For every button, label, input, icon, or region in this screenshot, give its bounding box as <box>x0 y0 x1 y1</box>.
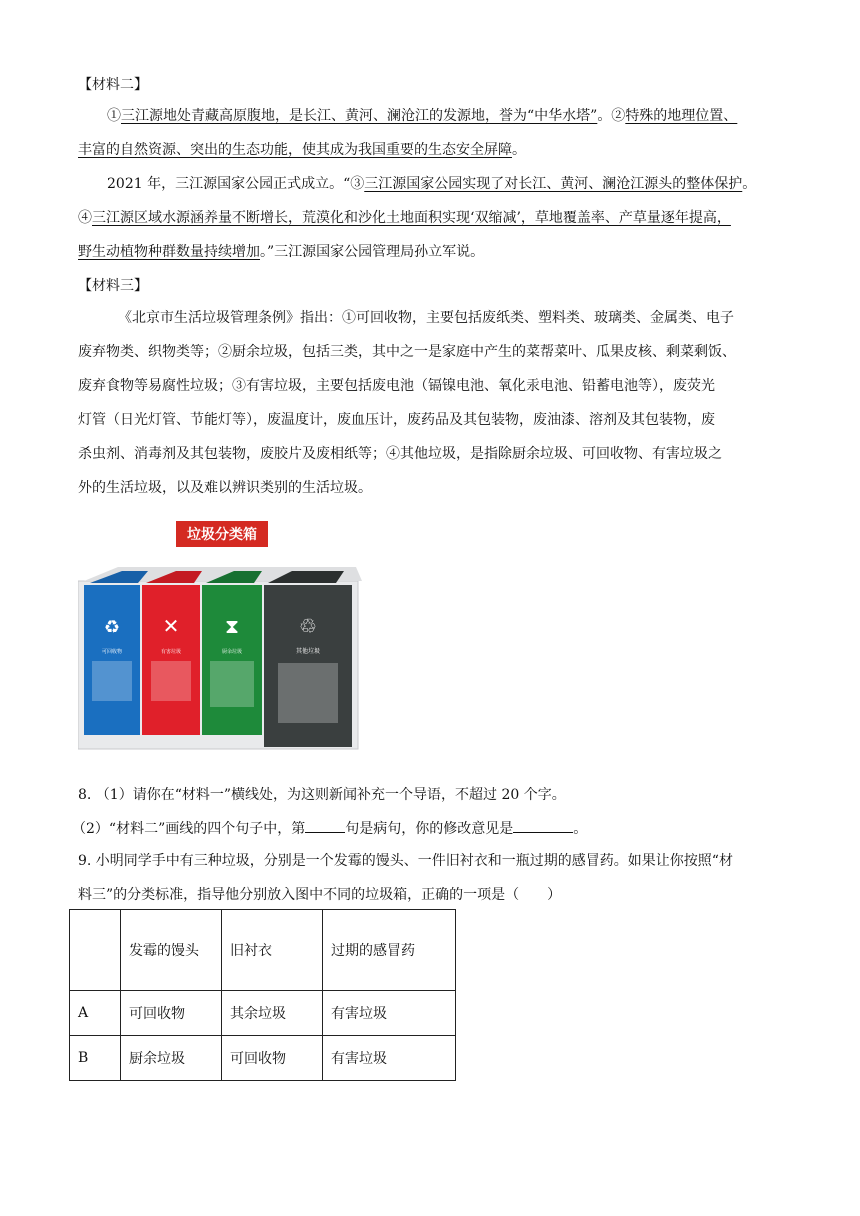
other-waste-icon: ♲ <box>299 614 317 638</box>
material3-line-3: 废弃食物等易腐性垃圾；③有害垃圾，主要包括废电池（镉镍电池、氧化汞电池、铅蓄电池等），废荧光 <box>78 378 715 394</box>
hourglass-icon: ⧗ <box>224 614 240 638</box>
bin-hazardous <box>142 585 200 735</box>
bin-pictograms-3 <box>210 661 254 707</box>
paragraph-text: 2021 年，三江源国家公园正式成立。“③ <box>107 176 365 192</box>
punctuation: 。 <box>512 142 526 158</box>
material3-line-2: 废弃物类、织物类等；②厨余垃圾，包括三类，其中之一是家庭中产生的菜帮菜叶、瓜果皮核、剩菜剩饭、 <box>78 344 736 360</box>
material2-line-3 <box>107 174 756 194</box>
table-cell: 可回收物 <box>121 991 222 1036</box>
table-row[interactable] <box>70 991 456 1036</box>
bin-label-1: 可回收物 <box>101 649 123 655</box>
material3-line-4: 灯管（日光灯管、节能灯等），废温度计，废血压计，废药品及其包装物，废油漆、溶剂及其包装物，废 <box>78 412 715 428</box>
answer-blank-revision[interactable] <box>513 818 573 833</box>
options-table <box>69 909 456 1081</box>
material2-heading: 【材料二】 <box>78 77 148 93</box>
banner-title: 垃圾分类箱 <box>187 527 257 543</box>
question-9-line-2: 料三”的分类标准，指导他分别放入图中不同的垃圾箱，正确的一项是（ ） <box>78 887 562 903</box>
table-cell: 可回收物 <box>222 1036 323 1081</box>
option-label: B <box>70 1036 121 1081</box>
option-label: A <box>70 991 121 1036</box>
hazard-x-icon: ✕ <box>162 614 180 638</box>
underlined-sentence-2b: 丰富的自然资源、突出的生态功能，使其成为我国重要的生态安全屏障 <box>78 142 512 158</box>
bin-label-3: 厨余垃圾 <box>221 649 243 655</box>
answer-blank-sentence[interactable] <box>305 818 345 833</box>
material2-line-1 <box>107 106 737 126</box>
material3-line-5: 杀虫剂、消毒剂及其包装物，废胶片及废相纸等；④其他垃圾，是指除厨余垃圾、可回收物、有害垃圾之 <box>78 446 722 462</box>
material3-line-1: 《北京市生活垃圾管理条例》指出：①可回收物，主要包括废纸类、塑料类、玻璃类、金属类、电子 <box>118 310 734 326</box>
sorting-bins-figure <box>78 515 368 765</box>
question-9-line-1: 9. 小明同学手中有三种垃圾，分别是一个发霉的馒头、一件旧衬衣和一瓶过期的感冒药。如果让你按照“材 <box>78 853 733 869</box>
table-cell: 有害垃圾 <box>323 1036 456 1081</box>
underlined-sentence-4b: 野生动植物种群数量持续增加 <box>78 244 260 260</box>
bin-pictograms-4 <box>278 663 338 723</box>
table-cell: 旧衬衣 <box>222 910 323 991</box>
material3-line-6: 外的生活垃圾，以及难以辨识类别的生活垃圾。 <box>78 480 372 496</box>
bin-pictograms-2 <box>151 661 191 701</box>
underlined-sentence-2a: 特殊的地理位置、 <box>625 108 738 124</box>
question-8-line-2 <box>72 818 587 839</box>
question-text: 句是病句，你的修改意见是 <box>345 821 514 837</box>
table-cell: 厨余垃圾 <box>121 1036 222 1081</box>
underlined-sentence-1: 三江源地处青藏高原腹地，是长江、黄河、澜沧江的发源地，誉为“中华水塔” <box>121 108 598 124</box>
question-text: （2）“材料二”画线的四个句子中，第 <box>72 821 306 837</box>
material2-line-5 <box>78 242 484 262</box>
underlined-sentence-4a: 三江源区域水源涵养量不断增长，荒漠化和沙化土地面积实现‘双缩减’，草地覆盖率、产草量逐年提高， <box>92 210 731 226</box>
material3-heading: 【材料三】 <box>78 278 148 294</box>
table-cell: 发霉的馒头 <box>121 910 222 991</box>
underlined-sentence-3: 三江源国家公园实现了对长江、黄河、澜沧江源头的整体保护 <box>364 176 743 192</box>
table-row[interactable] <box>70 1036 456 1081</box>
material2-line-4 <box>78 208 731 228</box>
table-cell: 有害垃圾 <box>323 991 456 1036</box>
punctuation: 。 <box>573 821 588 837</box>
table-cell: 过期的感冒药 <box>323 910 456 991</box>
sentence-number: 。② <box>597 108 626 124</box>
table-header-row <box>70 910 456 991</box>
bin-pictograms-1 <box>92 661 132 701</box>
recycle-icon: ♻ <box>103 617 121 638</box>
bin-label-2: 有害垃圾 <box>160 649 182 655</box>
material2-line-2 <box>78 140 526 160</box>
table-cell <box>70 910 121 991</box>
sentence-number: ④ <box>78 210 92 226</box>
sentence-number: ① <box>107 108 121 124</box>
table-cell: 其余垃圾 <box>222 991 323 1036</box>
bin-label-4: 其他垃圾 <box>295 648 321 655</box>
paragraph-text: 。”三江源国家公园管理局孙立军说。 <box>260 244 485 260</box>
bin-recyclable <box>84 585 140 735</box>
punctuation: 。 <box>742 176 757 192</box>
sorting-bins-illustration <box>78 515 368 765</box>
question-8-line-1: 8. （1）请你在“材料一”横线处，为这则新闻补充一个导语，不超过 20 个字。 <box>78 787 566 803</box>
bin-kitchen <box>202 585 262 735</box>
